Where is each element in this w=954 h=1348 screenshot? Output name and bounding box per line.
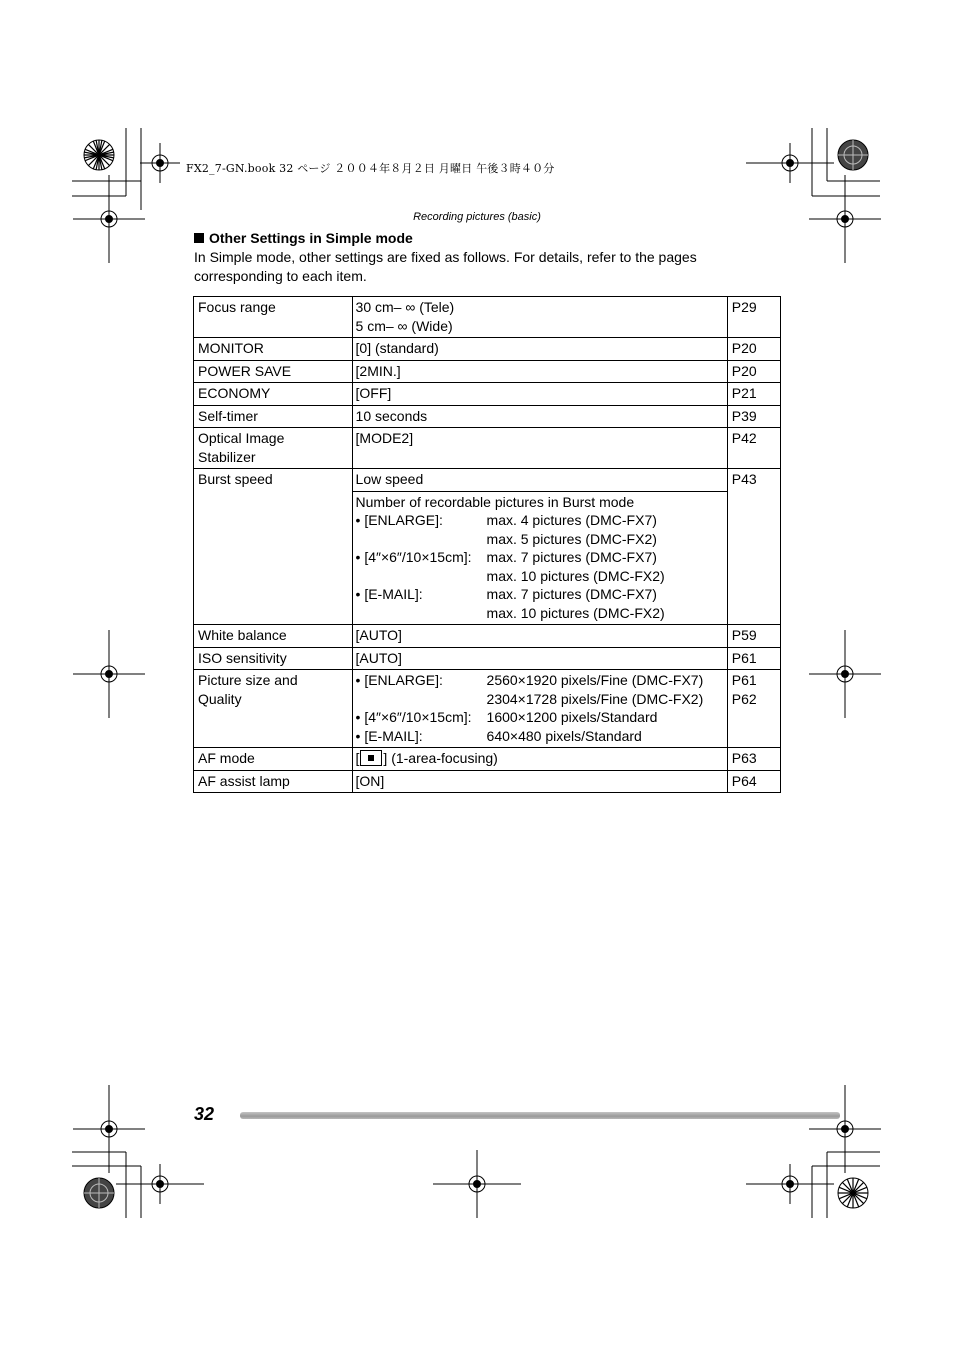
- section-label: Recording pictures (basic): [413, 211, 541, 223]
- item-key: • [E-MAIL]:: [355, 727, 423, 744]
- setting-label: Burst speed: [194, 469, 353, 625]
- table-row: [194, 297, 781, 338]
- page-reference: P20: [727, 360, 780, 383]
- item-value: max. 5 pictures (DMC-FX2): [486, 530, 657, 547]
- item-value: 2304×1728 pixels/Fine (DMC-FX2): [486, 690, 704, 707]
- item-key: • [4″×6″/10×15cm]:: [355, 709, 472, 725]
- setting-value: [352, 670, 727, 748]
- table-row: [194, 338, 781, 361]
- item-key: • [E-MAIL]:: [355, 586, 423, 602]
- list-item: [356, 530, 723, 549]
- table-row: [194, 647, 781, 670]
- setting-value: 10 seconds: [352, 405, 727, 428]
- table-row: [194, 469, 781, 492]
- page-reference: P61: [727, 647, 780, 670]
- settings-table: [193, 296, 781, 793]
- table-row: [194, 770, 781, 793]
- page-footer-bar: [240, 1112, 840, 1119]
- page-reference: P21: [727, 383, 780, 406]
- setting-label: Self-timer: [194, 405, 353, 428]
- item-value: 2560×1920 pixels/Fine (DMC-FX7): [486, 672, 704, 688]
- setting-value: [ON]: [352, 770, 727, 793]
- item-key: [356, 604, 487, 623]
- setting-value: [OFF]: [352, 383, 727, 406]
- table-row: [194, 625, 781, 648]
- item-value: max. 10 pictures (DMC-FX2): [486, 604, 665, 621]
- item-key: • [ENLARGE]:: [355, 512, 443, 528]
- item-value: 1600×1200 pixels/Standard: [486, 709, 658, 725]
- setting-value: [0] (standard): [352, 338, 727, 361]
- label-line: Optical Image: [198, 430, 285, 446]
- setting-value: [AUTO]: [352, 625, 727, 648]
- item-value: max. 4 pictures (DMC-FX7): [486, 512, 657, 528]
- table-row: [194, 383, 781, 406]
- item-key: • [ENLARGE]:: [355, 672, 443, 688]
- setting-label: [194, 428, 353, 469]
- item-key: [356, 690, 487, 709]
- item-key: [356, 530, 487, 549]
- setting-label: POWER SAVE: [194, 360, 353, 383]
- table-row: [194, 748, 781, 771]
- heading-text: Other Settings in Simple mode: [209, 230, 413, 246]
- list-item: [356, 604, 723, 623]
- item-value: max. 7 pictures (DMC-FX7): [486, 549, 657, 565]
- page-reference: P39: [727, 405, 780, 428]
- item-key: [356, 567, 487, 586]
- page-reference: P63: [727, 748, 780, 771]
- item-value: max. 10 pictures (DMC-FX2): [486, 567, 665, 584]
- table-row: [194, 405, 781, 428]
- bracket-open: [: [355, 750, 360, 766]
- setting-value: [352, 748, 727, 771]
- list-item: [356, 548, 723, 567]
- label-line: Stabilizer: [198, 448, 256, 465]
- item-value: 640×480 pixels/Standard: [486, 727, 642, 744]
- setting-value: [AUTO]: [352, 647, 727, 670]
- list-item: [356, 690, 723, 709]
- table-row: [194, 670, 781, 748]
- value-line: 5 cm– ∞ (Wide): [355, 317, 453, 334]
- page-reference: P42: [727, 428, 780, 469]
- list-item: [356, 671, 723, 690]
- setting-label: ECONOMY: [194, 383, 353, 406]
- setting-label: AF mode: [194, 748, 353, 771]
- setting-value: [MODE2]: [352, 428, 727, 469]
- page-reference: [727, 670, 780, 748]
- setting-label: Focus range: [194, 297, 353, 338]
- setting-value: Low speed: [352, 469, 727, 492]
- list-item: [356, 708, 723, 727]
- page-reference: P43: [727, 469, 780, 625]
- list-item: [356, 567, 723, 586]
- setting-label: AF assist lamp: [194, 770, 353, 793]
- page-reference: P64: [727, 770, 780, 793]
- list-item: [356, 727, 723, 746]
- section-heading: [194, 230, 413, 246]
- label-line: Quality: [198, 690, 242, 707]
- page-number: 32: [194, 1104, 215, 1124]
- intro-paragraph: In Simple mode, other settings are fixed as follows. For details, refer to the pages corresponding to each item.: [194, 249, 697, 284]
- square-bullet-icon: [194, 233, 204, 243]
- setting-label: MONITOR: [194, 338, 353, 361]
- table-row: [194, 428, 781, 469]
- burst-subtitle: Number of recordable pictures in Burst mode: [355, 493, 635, 510]
- page-reference: P20: [727, 338, 780, 361]
- page-line: P61: [731, 672, 757, 688]
- page-line: P62: [731, 690, 757, 707]
- setting-value: [352, 297, 727, 338]
- list-item: [356, 511, 723, 530]
- list-item: [356, 585, 723, 604]
- page-reference: P59: [727, 625, 780, 648]
- item-value: max. 7 pictures (DMC-FX7): [486, 586, 657, 602]
- label-line: Picture size and: [198, 672, 298, 688]
- value-line: 30 cm– ∞ (Tele): [355, 299, 455, 315]
- burst-details: [352, 491, 727, 625]
- book-file-header: FX2_7-GN.book 32 ページ ２００４年８月２日 月曜日 午後３時４０分: [186, 162, 555, 175]
- setting-value: [2MIN.]: [352, 360, 727, 383]
- af-mode-text: ] (1-area-focusing): [383, 750, 498, 766]
- table-row: [194, 360, 781, 383]
- item-key: • [4″×6″/10×15cm]:: [355, 549, 472, 565]
- 1-area-focus-icon: [360, 750, 382, 766]
- page-reference: P29: [727, 297, 780, 338]
- setting-label: White balance: [194, 625, 353, 648]
- setting-label: [194, 670, 353, 748]
- setting-label: ISO sensitivity: [194, 647, 353, 670]
